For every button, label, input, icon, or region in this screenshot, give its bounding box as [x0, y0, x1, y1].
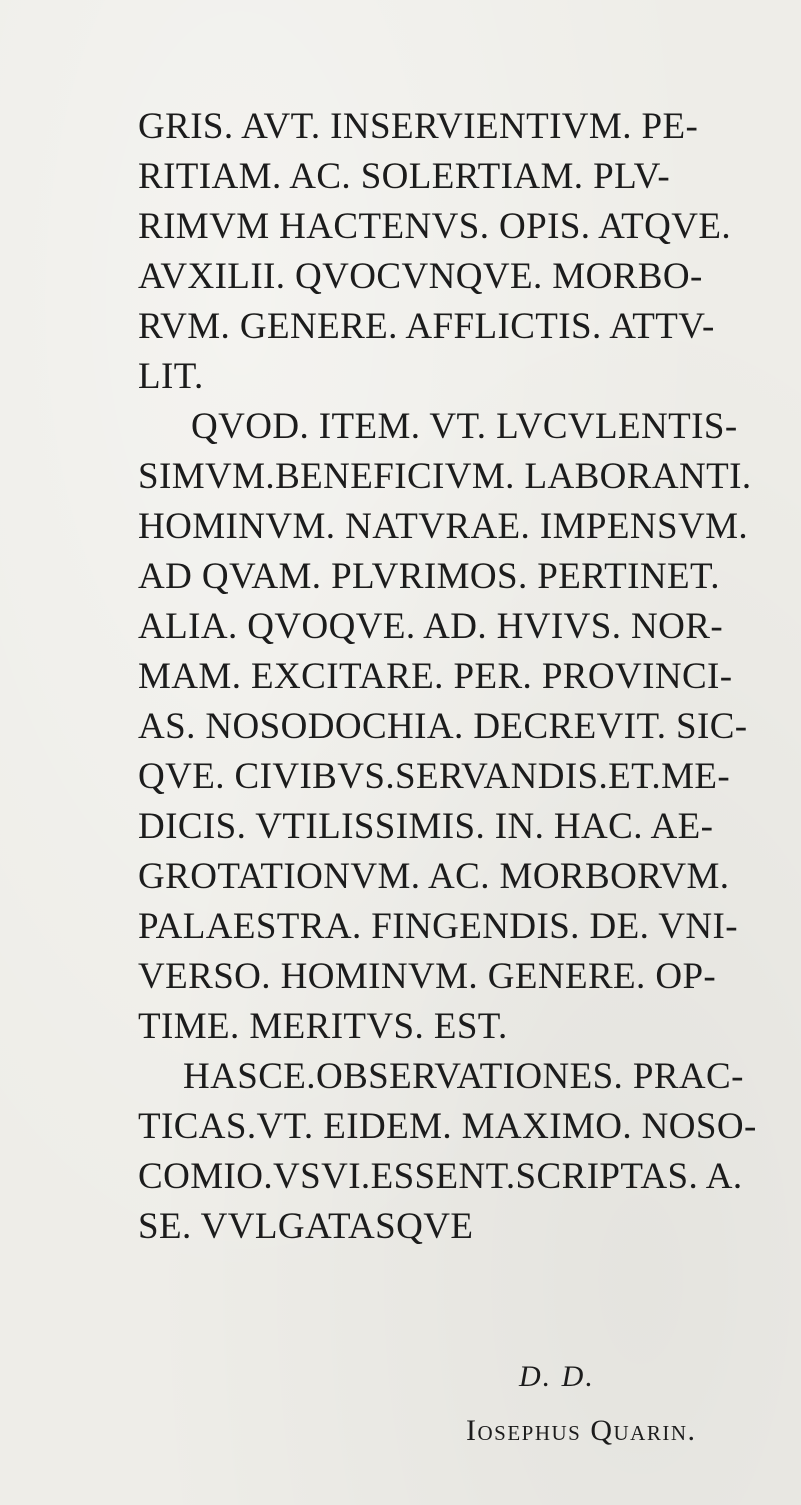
- text-line: RVM. GENERE. AFFLICTIS. ATTV-: [138, 306, 715, 347]
- text-line: DICIS. VTILISSIMIS. IN. HAC. AE-: [138, 806, 714, 847]
- text-line: AS. NOSODOCHIA. DECREVIT. SIC-: [138, 706, 748, 747]
- text-line: AD QVAM. PLVRIMOS. PERTINET.: [138, 556, 720, 597]
- signature-initials: D. D.: [519, 1360, 595, 1393]
- text-line: TIME. MERITVS. EST.: [138, 1006, 508, 1047]
- text-line: HOMINVM. NATVRAE. IMPENSVM.: [138, 506, 749, 547]
- text-line: HASCE.OBSERVATIONES. PRAC-: [183, 1056, 744, 1097]
- text-line: ALIA. QVOQVE. AD. HVIVS. NOR-: [138, 606, 724, 647]
- text-line: SE. VVLGATASQVE: [138, 1206, 474, 1247]
- text-line: QVE. CIVIBVS.SERVANDIS.ET.ME-: [138, 756, 731, 797]
- text-line: TICAS.VT. EIDEM. MAXIMO. NOSO-: [138, 1106, 757, 1147]
- text-line: LIT.: [138, 356, 204, 397]
- text-line: COMIO.VSVI.ESSENT.SCRIPTAS. A.: [138, 1156, 743, 1197]
- text-line: PALAESTRA. FINGENDIS. DE. VNI-: [138, 906, 738, 947]
- text-line: RITIAM. AC. SOLERTIAM. PLV-: [138, 156, 671, 197]
- text-line: GROTATIONVM. AC. MORBORVM.: [138, 856, 730, 897]
- signature-name: Iosephus Quarin.: [466, 1414, 697, 1447]
- text-line: QVOD. ITEM. VT. LVCVLENTIS-: [191, 406, 738, 447]
- text-line: AVXILII. QVOCVNQVE. MORBO-: [138, 256, 703, 297]
- text-line: MAM. EXCITARE. PER. PROVINCI-: [138, 656, 733, 697]
- text-line: VERSO. HOMINVM. GENERE. OP-: [138, 956, 717, 997]
- text-line: GRIS. AVT. INSERVIENTIVM. PE-: [138, 106, 699, 147]
- text-line: RIMVM HACTENVS. OPIS. ATQVE.: [138, 206, 731, 247]
- text-line: SIMVM.BENEFICIVM. LABORANTI.: [138, 456, 752, 497]
